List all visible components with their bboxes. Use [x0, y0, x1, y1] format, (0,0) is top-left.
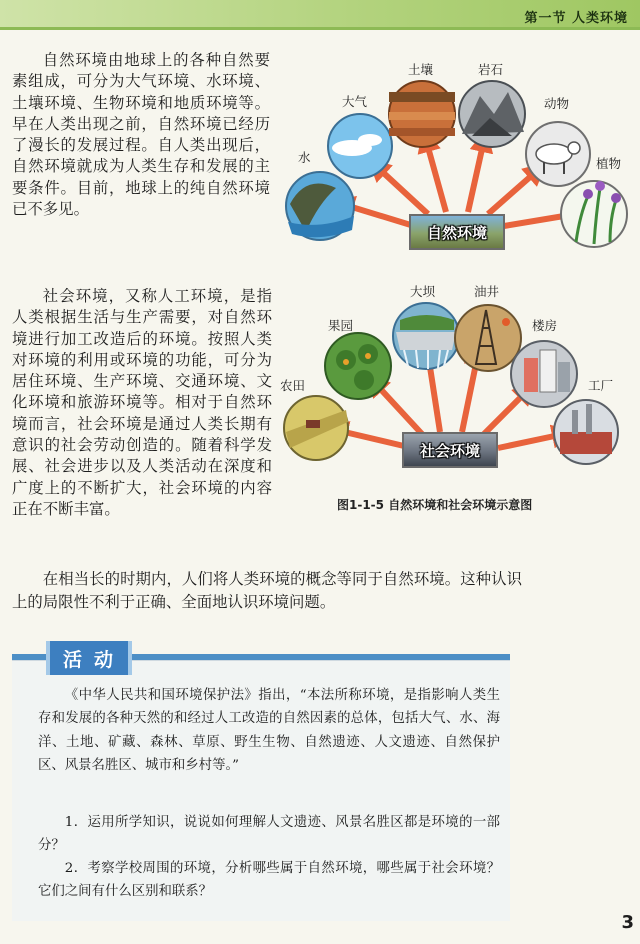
- plant-icon: [561, 181, 627, 247]
- water-icon: [286, 172, 354, 240]
- arrow-to-air: [376, 166, 428, 214]
- rock-icon: [459, 81, 525, 147]
- air-icon: [328, 114, 392, 178]
- label-animal: 动物: [544, 96, 570, 111]
- activity-question-1: 1．运用所学知识，说说如何理解人文遗迹、风景名胜区都是环境的一部分？: [38, 815, 500, 854]
- label-orchard: 果园: [328, 318, 354, 333]
- section-title: 第一节 人类环境: [524, 11, 628, 26]
- factory-icon: [554, 400, 618, 464]
- label-farmland: 农田: [280, 378, 306, 393]
- label-dam: 大坝: [410, 284, 436, 299]
- building-icon: [511, 341, 577, 407]
- label-plant: 植物: [596, 156, 622, 171]
- activity-intro: 《中华人民共和国环境保护法》指出，“本法所称环境，是指影响人类生存和发展的各种天然的和经过人工改造的自然因素的总体，包括大气、水、海洋、土地、矿藏、森林、草原、野生生物、自然遗迹、人文遗迹、自然保护区、风景名胜区、城市和乡村等。”: [38, 688, 500, 774]
- label-oil-well: 油井: [474, 284, 500, 299]
- natural-environment-label: 自然环境: [409, 214, 505, 250]
- figure-caption: 图1-1-5 自然环境和社会环境示意图: [337, 498, 533, 512]
- paragraph-natural-environment: 自然环境由地球上的各种自然要素组成，可分为大气环境、水环境、土壤环境、生物环境和地质环境等。早在人类出现之前，自然环境已经历了漫长的发展过程。自人类出现后，自然环境就成为人类生存和发展的主要条件。目前，地球上的纯自然环境已不多见。: [12, 51, 270, 219]
- animal-icon: [526, 122, 590, 186]
- activity-title: 活动: [46, 641, 132, 675]
- activity-question-2: 2．考察学校周围的环境，分析哪些属于自然环境，哪些属于社会环境？它们之间有什么区别和联系？: [38, 861, 500, 900]
- label-building: 楼房: [532, 318, 558, 333]
- label-factory: 工厂: [588, 378, 614, 393]
- orchard-icon: [325, 333, 391, 399]
- arrow-to-soil: [426, 140, 446, 212]
- oil-well-icon: [455, 305, 521, 371]
- paragraph-social-environment: 社会环境，又称人工环境，是指人类根据生活与生产需要，对自然环境进行加工改造后的环境。按照人类对环境的利用或环境的功能，可分为居住环境、生产环境、交通环境、文化环境和旅游环境等。相对于自然环境而言，社会环境是通过人类长期有意识的社会劳动创造的。随着科学发展、社会进步以及人类活动在深度和广度上的不断扩大，社会环境的内容正在不断丰富。: [12, 287, 272, 518]
- social-environment-label: 社会环境: [402, 432, 498, 468]
- label-water: 水: [298, 150, 311, 165]
- label-air: 大气: [342, 94, 368, 109]
- paragraph-environment-concept: 在相当长的时期内，人们将人类环境的概念等同于自然环境。这种认识上的局限性不利于正确、全面地认识环境问题。: [12, 570, 522, 611]
- label-rock: 岩石: [478, 62, 504, 77]
- natural-environment-diagram: [276, 54, 636, 284]
- header-band: [0, 0, 640, 30]
- page-number: 3: [621, 912, 634, 933]
- dam-icon: [393, 303, 459, 369]
- soil-icon: [389, 81, 455, 147]
- arrow-to-rock: [468, 140, 484, 212]
- farmland-icon: [284, 396, 348, 460]
- arrow-to-animal: [488, 170, 538, 214]
- label-soil: 土壤: [408, 62, 434, 77]
- social-environment-diagram: [276, 282, 636, 478]
